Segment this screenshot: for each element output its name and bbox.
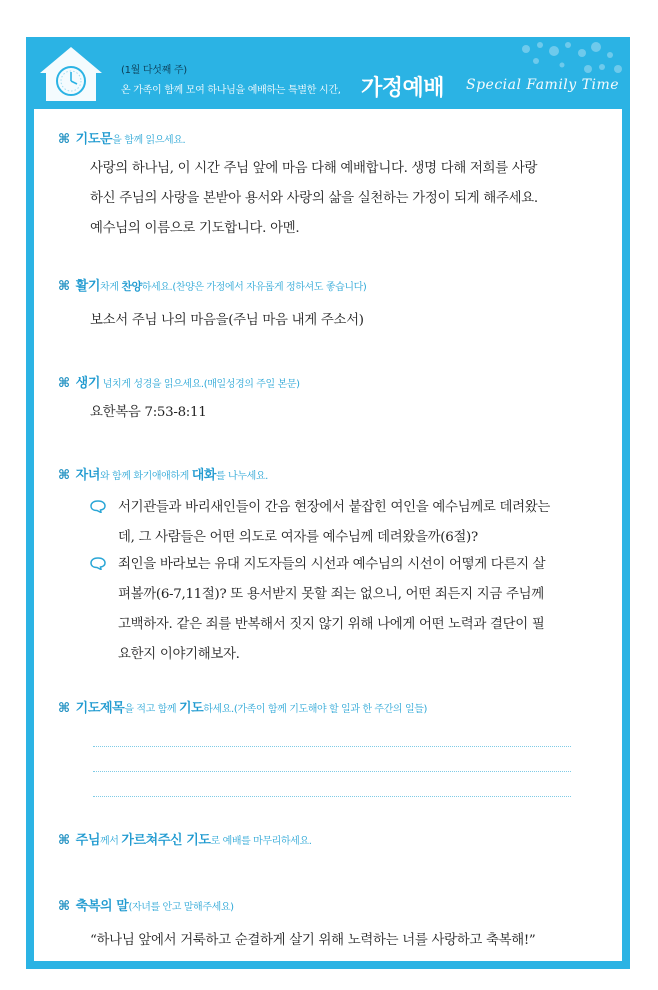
prayer-request-line[interactable] [93,796,571,797]
section-heading-talk: ⌘ 자녀와 함께 화기애애하게 대화를 나누세요. [58,468,268,483]
section-heading-blessing: ⌘ 축복의 말(자녀를 안고 말해주세요) [58,899,234,914]
blessing-text: “하나님 앞에서 거룩하고 순결하게 살기 위해 노력하는 너를 사랑하고 축복해!” [90,933,536,948]
header-banner [26,37,630,107]
page-title: 가정예배 [361,76,445,101]
section-symbol: ⌘ [58,132,70,147]
section-heading-lords-prayer: ⌘ 주님께서 가르쳐주신 기도로 예배를 마무리하세요. [58,833,312,848]
praise-song: 보소서 주님 나의 마음을(주님 마음 내게 주소서) [90,313,364,328]
prayer-request-line[interactable] [93,746,571,747]
speech-bubble-icon [90,500,106,513]
section-heading-prayer: ⌘ 기도문을 함께 읽으세요. [58,132,186,147]
decorative-dots-icon [506,39,626,99]
speech-bubble-icon [90,557,106,570]
prayer-request-line[interactable] [93,771,571,772]
question-1: 서기관들과 바리새인들이 간음 현장에서 붙잡힌 여인을 예수님께로 데려왔는 데, 그 사람들은 어떤 의도로 여자를 예수님께 데려왔을까(6절)? [118,500,551,545]
section-heading-request: ⌘ 기도제목을 적고 함께 기도하세요.(가족이 함께 기도해야 할 일과 한 주간의 일들) [58,701,427,716]
prayer-text: 사랑의 하나님, 이 시간 주님 앞에 마음 다해 예배합니다. 생명 다해 저희를 사랑 하신 주님의 사랑을 본받아 용서와 사랑의 삶을 실천하는 가정이 되게 해주세요. 예수님의 이름으로 기도합니다. 아멘. [90,161,538,236]
question-2: 죄인을 바라보는 유대 지도자들의 시선과 예수님의 시선이 어떻게 다른지 살 펴볼까(6-7,11절)? 또 용서받지 못할 죄는 없으니, 어떤 죄든지 지금 주님께 고백하자. 같은 죄를 반복해서 짓지 않기 위해 나에게 어떤 노력과 결단이 필 요한지 이야기해보자. [118,557,546,662]
section-heading-praise: ⌘ 활기차게 찬양하세요.(찬양은 가정에서 자유롭게 정하셔도 좋습니다) [58,279,367,294]
bible-reference: 요한복음 7:53-8:11 [90,405,207,420]
house-clock-icon [36,43,106,105]
week-label: (1월 다섯째 주) [121,65,187,76]
header-subtitle: 온 가족이 함께 모여 하나님을 예배하는 특별한 시간, [121,85,341,96]
section-heading-bible: ⌘ 생기 넘치게 성경을 읽으세요.(매일성경의 주일 본문) [58,376,300,391]
script-title: Special Family Time [466,77,620,93]
